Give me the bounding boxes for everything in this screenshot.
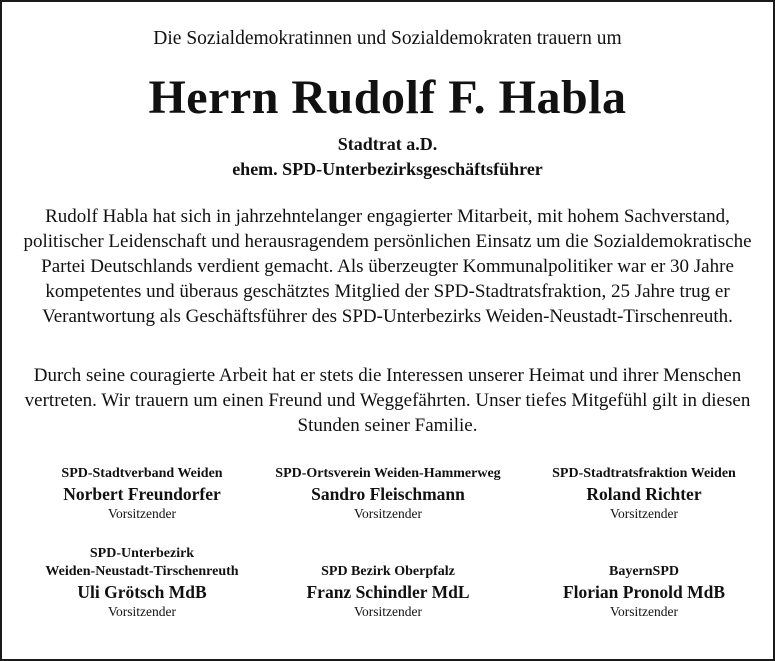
- signature-title: Vorsitzender: [610, 506, 678, 521]
- signature-title: Vorsitzender: [354, 506, 422, 521]
- tribute-paragraph-2: Durch seine couragierte Arbeit hat er stets die Interessen unserer Heimat und ihrer Menschen vertreten. Wir trauern um einen Freund und Weggefährten. Unser tiefes Mitgefühl gilt in diesen Stunden seiner Familie.: [24, 365, 751, 436]
- signature-organization: SPD-Ortsverein Weiden-Hammerweg: [275, 466, 501, 481]
- signature-person: Roland Richter: [586, 484, 702, 504]
- signature-person: Florian Pronold MdB: [562, 582, 726, 602]
- signature-block: [12, 465, 272, 522]
- signature-block: [258, 465, 518, 522]
- signature-organization: BayernSPD: [609, 564, 679, 579]
- tribute-paragraph-1: Rudolf Habla hat sich in jahrzehntelanger engagierter Mitarbeit, mit hohem Sachverstand, politischer Leidenschaft und herausragendem persönlichen Einsatz um die Sozialdemokratische Partei Deutschlands verdient gemacht. Als überzeugter Kommunalpolitiker war er 30 Jahre kompetentes und überaus geschätztes Mitglied der SPD-Stadtratsfraktion, 25 Jahre trug er Verantwortung als Geschäftsführer des SPD-Unterbezirks Weiden-Neustadt-Tirschenreuth.: [23, 206, 752, 327]
- deceased-name: Herrn Rudolf F. Habla: [148, 71, 627, 124]
- signature-title: Vorsitzender: [108, 506, 176, 521]
- signature-block: [514, 563, 774, 620]
- signature-person: Sandro Fleischmann: [311, 484, 465, 504]
- signature-organization-line-1: SPD-Unterbezirk: [89, 546, 195, 561]
- signature-person: Uli Grötsch MdB: [77, 582, 207, 602]
- signature-person: Franz Schindler MdL: [306, 582, 470, 602]
- signature-organization: Weiden-Neustadt-Tirschenreuth: [45, 564, 239, 579]
- signature-person: Norbert Freundorfer: [63, 484, 221, 504]
- intro-line: Die Sozialdemokratinnen und Sozialdemokraten trauern um: [153, 28, 622, 49]
- signature-title: Vorsitzender: [354, 604, 422, 619]
- signature-title: Vorsitzender: [610, 604, 678, 619]
- role-line-2: ehem. SPD-Unterbezirksgeschäftsführer: [232, 159, 543, 179]
- signature-block: [514, 465, 774, 522]
- signature-organization: SPD-Stadtratsfraktion Weiden: [552, 466, 736, 481]
- signature-block: [12, 545, 272, 620]
- signature-organization: SPD-Stadtverband Weiden: [61, 466, 223, 481]
- signature-block: [258, 563, 518, 620]
- signature-title: Vorsitzender: [108, 604, 176, 619]
- role-line-1: Stadtrat a.D.: [337, 134, 438, 154]
- signature-organization: SPD Bezirk Oberpfalz: [321, 564, 455, 579]
